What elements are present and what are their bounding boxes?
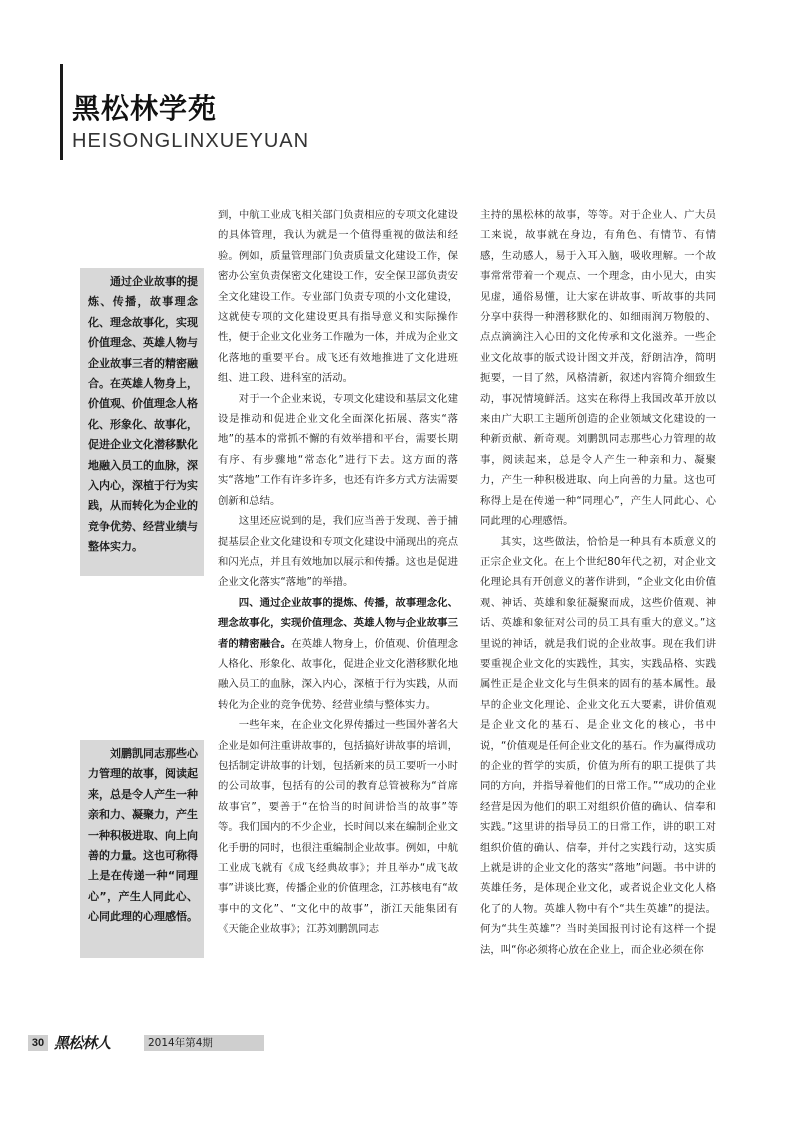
pull-quote-1 xyxy=(80,268,204,576)
magazine-logo: 黑松林人 xyxy=(54,1034,111,1052)
paragraph: 其实，这些做法，恰恰是一种具有本质意义的正宗企业文化。在上个世纪80年代之初，对企业文化理论具有开创意义的著作讲到，“企业文化由价值观、神话、英雄和象征凝聚而成，这些价值观、神话、英雄和象征对公司的员工具有重大的意义。”这里说的神话，就是我们说的企业故事。现在我们讲要重视企业文化的实践性，其实，实践品格、实践属性正是企业文化与生俱来的固有的基本属性。最早的企业文化理论、企业文化五大要素，讲价值观是企业文化的基石、是企业文化的核心，书中说，“价值观是任何企业文化的基石。作为赢得成功的企业的哲学的实质，价值为所有的职工提供了共同的方向，并指导着他们的日常工作。”“成功的企业经营是因为他们的职工对组织价值的确认、信奉和实践。”这里讲的指导员工的日常工作，讲的职工对组织价值的确认、信奉，并付之实践行动，这实质上就是讲的企业文化的落实“落地”问题。书中讲的英雄任务，是体现企业文化，或者说企业文化人格化了的人物。英雄人物中有个“共生英雄”的提法。何为“共生英雄”？当时美国报刊讨论有这样一个提法，叫“你必须将心放在企业上，而企业必须在你 xyxy=(480,535,716,956)
article-column-right xyxy=(480,205,716,1030)
page-number: 30 xyxy=(28,1035,48,1051)
article-column-middle xyxy=(218,205,458,1030)
header-accent-bar xyxy=(60,64,63,160)
page-footer xyxy=(28,1035,238,1051)
section-title-pinyin: HEISONGLINXUEYUAN xyxy=(72,130,310,152)
paragraph: 这里还应说到的是，我们应当善于发现、善于捕捉基层企业文化建设和专项文化建设中涌现出的亮点和闪光点，并且有效地加以展示和传播。这也是促进企业文化落实“落地”的举措。 xyxy=(218,515,458,589)
section-four-body: 在英雄人物身上，价值观、价值理念人格化、形象化、故事化，促进企业文化潜移默化地融入员工的血脉，深入内心，深植于行为实践，从而转化为企业的竞争优势、经营业绩与整体实力。 xyxy=(218,637,458,711)
paragraph: 主持的黑松林的故事，等等。对于企业人、广大员工来说，故事就在身边，有角色、有情节、有情感，生动感人，易于入耳入脑，吸收理解。一个故事常常带着一个观点、一个理念，由小见大，由实见虚，通俗易懂，让大家在讲故事、听故事的共同分享中获得一种潜移默化的、如细雨润万物般的、点点滴滴注入心田的文化传承和文化滋养。一些企业文化故事的版式设计图文并茂，舒朗洁净，简明扼要，一目了然，风格清新，叙述内容简介细致生动，事况情境鲜活。这实在称得上我国改革开放以来由广大职工主题所创造的企业领域文化建设的一种新贡献、新奇观。刘鹏凯同志那些心力管理的故事，阅读起来，总是令人产生一种亲和力、凝聚力，产生一种积极进取、向上向善的力量。这也可称得上是在传递一种“同理心”，产生人同此心、心同此理的心理感悟。 xyxy=(480,209,716,528)
section-title: 黑松林学苑 xyxy=(72,92,218,125)
pull-quote-2 xyxy=(80,740,204,958)
paragraph: 到，中航工业成飞相关部门负责相应的专项文化建设的具体管理，我认为就是一个值得重视的做法和经验。例如，质量管理部门负责质量文化建设工作，保密办公室负责保密文化建设工作，安全保卫部负责安全文化建设工作。专业部门负责专项的小文化建设，这就使专项的文化建设更具有指导意义和实际操作性，便于企业文化业务工作融为一体，并成为企业文化落地的重要平台。成飞还有效地推进了文化进班组、进工段、进科室的活动。 xyxy=(218,209,458,385)
section-header xyxy=(60,64,340,160)
paragraph: 一些年来，在企业文化界传播过一些国外著名大企业是如何注重讲故事的，包括搞好讲故事的培训，包括制定讲故事的计划，包括新来的员工要听一小时的公司故事，包括有的公司的教育总管被称为“首席故事官”，要善于“在恰当的时间讲恰当的故事”等等。我们国内的不少企业，长时间以来在编制企业文化手册的同时，也很注重编制企业故事。例如，中航工业成飞就有《成飞经典故事》；并且举办“成飞故事”讲谈比赛，传播企业的价值理念，江苏核电有“故事中的文化”、“文化中的故事”，浙江天能集团有《天能企业故事》；江苏刘鹏凯同志 xyxy=(218,719,458,936)
issue-label: 2014年第4期 xyxy=(144,1035,264,1051)
pull-quote-1-text: 通过企业故事的提炼、传播，故事理念化、理念故事化，实现价值理念、英雄人物与企业故事三者的精密融合。在英雄人物身上，价值观、价值理念人格化、形象化、故事化，促进企业文化潜移默化地融入员工的血脉，深入内心，深植于行为实践，从而转化为企业的竞争优势、经营业绩与整体实力。 xyxy=(88,275,198,554)
paragraph-section-four xyxy=(218,593,458,715)
pull-quote-2-text: 刘鹏凯同志那些心力管理的故事，阅读起来，总是令人产生一种亲和力、凝聚力，产生一种积极进取、向上向善的力量。这也可称得上是在传递一种“同理心”，产生人同此心、心同此理的心理感悟。 xyxy=(88,747,198,924)
section-heading-four: 四、通过企业故事的提炼、传播，故事理念化、理念故事化，实现价值理念、英雄人物与企业故事三者的精密融合。 xyxy=(218,596,458,650)
paragraph: 对于一个企业来说，专项文化建设和基层文化建设是推动和促进企业文化全面深化拓展、落实“落地”的基本的常抓不懈的有效举措和平台，需要长期有序、有步骤地“常态化”进行下去。这方面的落实“落地”工作有许多许多，也还有许多方式方法需要创新和总结。 xyxy=(218,392,458,507)
